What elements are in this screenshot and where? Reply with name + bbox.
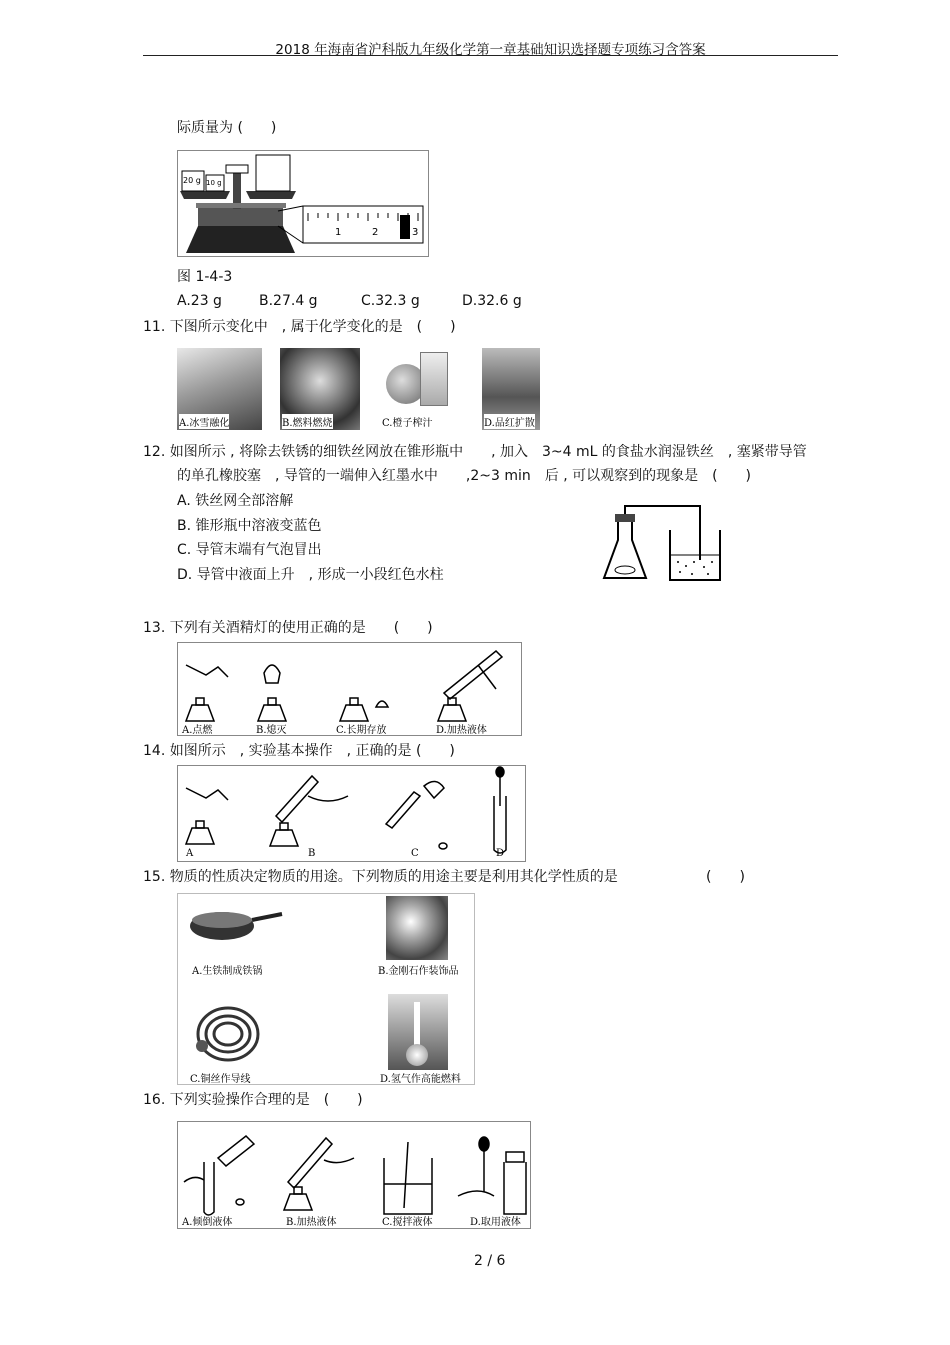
q10-option-c[interactable]: C.32.3 g	[361, 293, 420, 309]
q10-option-d[interactable]: D.32.6 g	[462, 293, 522, 309]
q13-caption-a: A.点燃	[182, 725, 213, 736]
q11-caption-b: B.燃料燃烧	[282, 414, 333, 429]
page-number: 2 / 6	[474, 1253, 506, 1269]
q12-option-a[interactable]: A. 铁丝网全部溶解	[177, 493, 294, 509]
q15-photo-b	[386, 896, 448, 960]
q15-caption-c: C.铜丝作导线	[190, 1074, 251, 1085]
q16-caption-a: A.倾倒液体	[182, 1217, 233, 1228]
q14-caption-a: A	[186, 848, 194, 859]
q11-text: 11. 下图所示变化中 , 属于化学变化的是 ( )	[143, 319, 456, 335]
q15-photo-a	[184, 900, 284, 960]
q14-caption-d: D	[496, 848, 505, 859]
q13-caption-b: B.熄灭	[256, 725, 287, 736]
q14-caption-c: C	[411, 848, 419, 859]
q10-figure-caption: 图 1-4-3	[177, 269, 233, 285]
q12-option-c[interactable]: C. 导管末端有气泡冒出	[177, 542, 322, 558]
q15-photo-d	[388, 994, 448, 1070]
q13-caption-d: D.加热液体	[436, 725, 487, 736]
q10-balance-figure	[177, 150, 429, 257]
q10-text: 际质量为 ( )	[177, 120, 277, 136]
rider-marker	[400, 215, 410, 239]
q14-caption-b: B	[308, 848, 316, 859]
q12-option-d[interactable]: D. 导管中液面上升 , 形成一小段红色水柱	[177, 567, 444, 583]
q11-caption-a: A.冰雪融化	[179, 414, 229, 429]
weight-label-10g: 10 g	[206, 179, 222, 187]
q11-photo-d	[482, 348, 540, 430]
q15-photo-c	[186, 998, 266, 1070]
q14-figure	[177, 765, 526, 862]
q12-option-b[interactable]: B. 锥形瓶中溶液变蓝色	[177, 518, 322, 534]
q12-line1: 12. 如图所示 , 将除去铁锈的细铁丝网放在锥形瓶中 , 加入 3~4 mL 的食盐水润湿铁丝 , 塞紧带导管	[143, 444, 807, 460]
q10-option-b[interactable]: B.27.4 g	[259, 293, 318, 309]
q11-photo-a	[177, 348, 262, 430]
q11-caption-c: C.橙子榨汁	[382, 414, 432, 429]
header-rule	[143, 55, 838, 56]
q15-caption-a: A.生铁制成铁锅	[192, 966, 263, 977]
q15-caption-d: D.氢气作高能燃料	[380, 1074, 461, 1085]
q11-figure	[177, 348, 542, 430]
q11-caption-d: D.品红扩散	[484, 414, 535, 429]
q16-text: 16. 下列实验操作合理的是 ( )	[143, 1092, 363, 1108]
q11-photo-c	[380, 348, 458, 430]
ruler-tick-2: 2	[372, 227, 379, 238]
q12-line2: 的单孔橡胶塞 , 导管的一端伸入红墨水中 ,2~3 min 后 , 可以观察到的现象是 ( )	[177, 468, 752, 484]
q15-figure	[177, 893, 475, 1085]
q13-caption-c: C.长期存放	[336, 725, 387, 736]
flask-and-beaker-illustration	[600, 500, 725, 585]
q14-text: 14. 如图所示 , 实验基本操作 , 正确的是 ( )	[143, 743, 455, 759]
balance-scale-illustration	[178, 151, 428, 256]
weight-label-20g: 20 g	[183, 176, 201, 185]
q15-caption-b: B.金刚石作装饰品	[378, 966, 459, 977]
page-header: 2018 年海南省沪科版九年级化学第一章基础知识选择题专项练习含答案	[275, 42, 706, 58]
q16-figure	[177, 1121, 531, 1229]
ruler-tick-3: 3	[412, 227, 419, 238]
q15-text: 15. 物质的性质决定物质的用途。下列物质的用途主要是利用其化学性质的是	[143, 869, 618, 885]
q16-caption-d: D.取用液体	[470, 1217, 521, 1228]
q13-text: 13. 下列有关酒精灯的使用正确的是 ( )	[143, 620, 433, 636]
q16-caption-c: C.搅拌液体	[382, 1217, 433, 1228]
q12-flask-figure	[600, 500, 725, 585]
q10-option-a[interactable]: A.23 g	[177, 293, 222, 309]
q11-photo-b	[280, 348, 360, 430]
ruler-tick-1: 1	[335, 227, 342, 238]
q16-caption-b: B.加热液体	[286, 1217, 337, 1228]
q13-figure	[177, 642, 522, 736]
q15-answer-paren: ( )	[706, 869, 745, 885]
lab-operations-illustrations	[178, 766, 525, 861]
